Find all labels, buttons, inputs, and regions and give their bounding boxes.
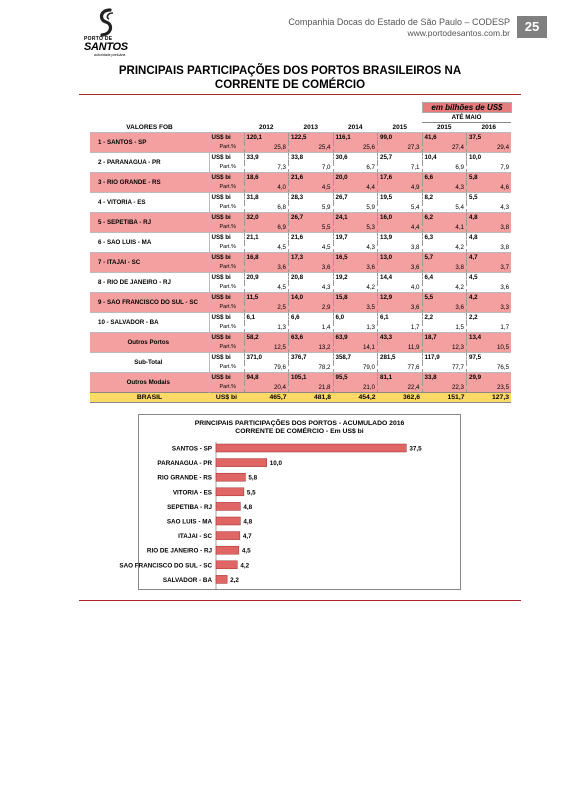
part-cell: 5,4 [422, 203, 467, 213]
port-name: Outros Modais [90, 373, 209, 393]
bar [216, 561, 237, 569]
port-name: 3 - RIO GRANDE - RS [90, 173, 209, 193]
value-cell: 18,7 [422, 333, 467, 343]
unit-label: US$ bi [209, 233, 244, 243]
part-cell: 79,0 [333, 363, 378, 373]
part-cell: 1,4 [289, 323, 334, 333]
part-cell: 1,5 [422, 323, 467, 333]
part-cell: 6,7 [333, 163, 378, 173]
value-cell: 14,0 [289, 293, 334, 303]
port-name: 10 - SALVADOR - BA [90, 313, 209, 333]
table-row [90, 153, 511, 163]
value-cell: 31,8 [244, 193, 289, 203]
part-cell: 29,4 [467, 143, 512, 153]
year-header: 2016 [481, 124, 496, 131]
value-cell: 99,0 [378, 133, 423, 143]
value-cell: 26,7 [289, 213, 334, 223]
value-cell: 6,3 [422, 233, 467, 243]
part-cell: 7,0 [289, 163, 334, 173]
website-link[interactable]: www.portodesantos.com.br [407, 28, 510, 38]
brasil-value: 454,2 [333, 393, 378, 403]
value-cell: 116,1 [333, 133, 378, 143]
logo-text-autoridade: autoridade portuária [94, 53, 126, 57]
part-cell: 3,8 [467, 243, 512, 253]
part-cell: 3,6 [378, 263, 423, 273]
table-row [90, 333, 511, 343]
category-label: SAO LUIS - MA [166, 518, 212, 526]
table-row [90, 213, 511, 223]
value-cell: 6,6 [422, 173, 467, 183]
chart-title-line-1: PRINCIPAIS PARTICIPAÇÕES DOS PORTOS - ACUMULADO 2016 [194, 420, 405, 427]
unit-label: US$ bi [209, 273, 244, 283]
port-name: Outros Portos [90, 333, 209, 353]
value-cell: 63,9 [333, 333, 378, 343]
value-cell: 29,9 [467, 373, 512, 383]
part-cell: 4,5 [244, 283, 289, 293]
brasil-value: 127,3 [467, 393, 512, 403]
value-cell: 2,2 [422, 313, 467, 323]
year-header: 2015 [392, 123, 407, 131]
part-cell: 3,8 [378, 243, 423, 253]
part-label: Part.% [209, 383, 244, 393]
part-cell: 1,7 [467, 323, 512, 333]
part-cell: 4,2 [422, 283, 467, 293]
brasil-value: 481,8 [289, 393, 334, 403]
table-row [90, 173, 511, 183]
part-cell: 4,3 [333, 243, 378, 253]
data-label: 4,7 [242, 533, 252, 541]
part-cell: 25,8 [244, 143, 289, 153]
unit-label: US$ bi [209, 133, 244, 143]
value-cell: 58,2 [244, 333, 289, 343]
ate-maio-label: ATÉ MAIO [422, 113, 511, 123]
table-row [90, 353, 511, 363]
value-cell: 63,6 [289, 333, 334, 343]
data-label: 4,2 [240, 562, 250, 570]
swirl-logo-icon [96, 8, 118, 38]
brasil-value: 362,6 [378, 393, 423, 403]
part-cell: 76,5 [467, 363, 512, 373]
table-row [90, 193, 511, 203]
value-cell: 25,7 [378, 153, 423, 163]
part-cell: 5,3 [333, 223, 378, 233]
bar [216, 488, 244, 496]
unit-label: US$ bi [209, 153, 244, 163]
value-cell: 6,2 [422, 213, 467, 223]
part-cell: 4,5 [289, 183, 334, 193]
value-cell: 6,1 [244, 313, 289, 323]
year-header: 2012 [259, 123, 274, 131]
part-cell: 1,3 [244, 323, 289, 333]
value-cell: 43,3 [378, 333, 423, 343]
part-cell: 10,5 [467, 343, 512, 353]
value-cell: 4,2 [467, 293, 512, 303]
category-label: VITORIA - ES [172, 489, 212, 497]
data-label: 4,8 [243, 503, 253, 511]
value-cell: 358,7 [333, 353, 378, 363]
unit-label: US$ bi [209, 213, 244, 223]
part-cell: 12,3 [422, 343, 467, 353]
page-number: 25 [517, 16, 547, 38]
value-cell: 13,0 [378, 253, 423, 263]
part-cell: 4,1 [422, 223, 467, 233]
part-label: Part.% [209, 303, 244, 313]
part-cell: 2,9 [289, 303, 334, 313]
part-cell: 21,0 [333, 383, 378, 393]
port-name: 8 - RIO DE JANEIRO - RJ [90, 273, 209, 293]
part-cell: 3,8 [467, 223, 512, 233]
part-cell: 5,9 [289, 203, 334, 213]
value-cell: 30,6 [333, 153, 378, 163]
page-title [90, 64, 490, 92]
port-name: 6 - SAO LUIS - MA [90, 233, 209, 253]
value-cell: 20,0 [333, 173, 378, 183]
port-name: 2 - PARANAGUA - PR [90, 153, 209, 173]
category-label: RIO GRANDE - RS [157, 474, 212, 482]
value-cell: 41,6 [422, 133, 467, 143]
part-label: Part.% [209, 263, 244, 273]
part-cell: 6,9 [244, 223, 289, 233]
value-cell: 21,6 [289, 233, 334, 243]
table-row [90, 133, 511, 143]
part-cell: 20,4 [244, 383, 289, 393]
brasil-value: 151,7 [422, 393, 467, 403]
value-cell: 33,8 [422, 373, 467, 383]
value-cell: 4,7 [467, 253, 512, 263]
part-cell: 7,3 [244, 163, 289, 173]
part-cell: 22,4 [378, 383, 423, 393]
brasil-total-row [90, 393, 511, 403]
part-cell: 4,2 [333, 283, 378, 293]
value-cell: 120,1 [244, 133, 289, 143]
value-cell: 105,1 [289, 373, 334, 383]
part-cell: 14,1 [333, 343, 378, 353]
part-cell: 5,4 [378, 203, 423, 213]
data-label: 5,8 [248, 474, 258, 482]
value-cell: 17,6 [378, 173, 423, 183]
title-line-2: CORRENTE DE COMÉRCIO [214, 79, 366, 91]
value-cell: 14,4 [378, 273, 423, 283]
value-cell: 33,9 [244, 153, 289, 163]
data-label: 4,8 [243, 518, 253, 526]
part-cell: 3,6 [333, 263, 378, 273]
value-cell: 21,1 [244, 233, 289, 243]
value-cell: 12,9 [378, 293, 423, 303]
part-cell: 4,0 [378, 283, 423, 293]
value-cell: 28,3 [289, 193, 334, 203]
part-label: Part.% [209, 363, 244, 373]
part-cell: 3,6 [289, 263, 334, 273]
ports-table [90, 102, 511, 403]
part-cell: 27,3 [378, 143, 423, 153]
value-cell: 33,8 [289, 153, 334, 163]
value-cell: 6,1 [378, 313, 423, 323]
value-cell: 11,5 [244, 293, 289, 303]
value-cell: 13,4 [467, 333, 512, 343]
unit-label: US$ bi [209, 373, 244, 383]
value-cell: 19,2 [333, 273, 378, 283]
part-cell: 1,7 [378, 323, 423, 333]
brasil-value: 465,7 [244, 393, 289, 403]
unit-label: US$ bi [209, 333, 244, 343]
part-label: Part.% [209, 223, 244, 233]
value-cell: 17,3 [289, 253, 334, 263]
units-label: em bilhões de US$ [422, 103, 511, 113]
value-cell: 117,9 [422, 353, 467, 363]
part-cell: 7,1 [378, 163, 423, 173]
unit-label: US$ bi [209, 293, 244, 303]
port-name: 4 - VITORIA - ES [90, 193, 209, 213]
value-cell: 6,4 [422, 273, 467, 283]
category-label: SALVADOR - BA [162, 576, 212, 584]
value-cell: 20,8 [289, 273, 334, 283]
value-cell: 4,8 [467, 213, 512, 223]
part-cell: 4,6 [467, 183, 512, 193]
title-line-1: PRINCIPAIS PARTICIPAÇÕES DOS PORTOS BRASILEIROS NA [118, 65, 462, 77]
value-cell: 19,7 [333, 233, 378, 243]
value-cell: 122,5 [289, 133, 334, 143]
table-row [90, 313, 511, 323]
value-cell: 4,8 [467, 233, 512, 243]
ports-bar-chart [119, 414, 461, 590]
value-cell: 20,9 [244, 273, 289, 283]
value-cell: 37,5 [467, 133, 512, 143]
unit-label: US$ bi [209, 253, 244, 263]
part-label: Part.% [209, 343, 244, 353]
part-cell: 4,9 [378, 183, 423, 193]
category-label: ITAJAI - SC [178, 533, 212, 541]
value-cell: 281,5 [378, 353, 423, 363]
value-cell: 5,8 [467, 173, 512, 183]
value-cell: 16,8 [244, 253, 289, 263]
value-cell: 94,8 [244, 373, 289, 383]
part-cell: 13,2 [289, 343, 334, 353]
part-cell: 3,6 [467, 283, 512, 293]
value-cell: 16,0 [378, 213, 423, 223]
part-cell: 4,3 [422, 183, 467, 193]
bar [216, 459, 267, 467]
category-label: RIO DE JANEIRO - RJ [146, 547, 212, 555]
part-label: Part.% [209, 143, 244, 153]
part-cell: 21,8 [289, 383, 334, 393]
bar [216, 532, 240, 540]
part-cell: 22,3 [422, 383, 467, 393]
value-cell: 24,1 [333, 213, 378, 223]
part-cell: 12,5 [244, 343, 289, 353]
value-cell: 10,4 [422, 153, 467, 163]
part-cell: 4,2 [422, 243, 467, 253]
data-label: 4,5 [241, 547, 251, 555]
value-cell: 10,0 [467, 153, 512, 163]
part-cell: 5,9 [333, 203, 378, 213]
part-cell: 4,3 [467, 203, 512, 213]
chart-subtitle: CORRENTE DE COMÉRCIO - Em US$ bi [235, 428, 364, 435]
value-cell: 15,8 [333, 293, 378, 303]
category-label: SANTOS - SP [171, 445, 212, 453]
port-name: 7 - ITAJAI - SC [90, 253, 209, 273]
part-cell: 23,5 [467, 383, 512, 393]
bar [216, 575, 227, 583]
part-cell: 3,6 [422, 303, 467, 313]
part-cell: 5,5 [289, 223, 334, 233]
part-cell: 4,5 [289, 243, 334, 253]
value-cell: 19,5 [378, 193, 423, 203]
port-name: 5 - SEPETIBA - RJ [90, 213, 209, 233]
value-cell: 13,9 [378, 233, 423, 243]
value-cell: 2,2 [467, 313, 512, 323]
value-cell: 5,5 [422, 293, 467, 303]
part-label: Part.% [209, 163, 244, 173]
part-cell: 3,6 [378, 303, 423, 313]
value-cell: 32,0 [244, 213, 289, 223]
part-cell: 3,8 [422, 263, 467, 273]
part-cell: 77,7 [422, 363, 467, 373]
part-label: Part.% [209, 283, 244, 293]
part-label: Part.% [209, 203, 244, 213]
part-cell: 4,0 [244, 183, 289, 193]
part-cell: 78,2 [289, 363, 334, 373]
value-cell: 5,5 [467, 193, 512, 203]
brasil-unit: US$ bi [209, 393, 244, 403]
part-cell: 6,9 [422, 163, 467, 173]
bar [216, 444, 406, 452]
part-cell: 2,5 [244, 303, 289, 313]
value-cell: 4,5 [467, 273, 512, 283]
bar [216, 502, 240, 510]
table-row [90, 253, 511, 263]
value-cell: 6,0 [333, 313, 378, 323]
part-cell: 4,4 [378, 223, 423, 233]
value-cell: 81,1 [378, 373, 423, 383]
part-label: Part.% [209, 243, 244, 253]
year-header: 2014 [348, 123, 363, 131]
porto-de-santos-logo [84, 8, 134, 57]
unit-label: US$ bi [209, 193, 244, 203]
value-cell: 5,7 [422, 253, 467, 263]
value-cell: 16,5 [333, 253, 378, 263]
part-cell: 4,5 [244, 243, 289, 253]
value-cell: 97,5 [467, 353, 512, 363]
table-row [90, 373, 511, 383]
logo-text-porto-de: PORTO DE [84, 36, 113, 42]
category-label: SAO FRANCISCO DO SUL - SC [119, 562, 212, 570]
value-cell: 26,7 [333, 193, 378, 203]
part-cell: 7,9 [467, 163, 512, 173]
part-label: Part.% [209, 323, 244, 333]
bar [216, 517, 240, 525]
port-name: Sub-Total [90, 353, 209, 373]
part-cell: 3,7 [467, 263, 512, 273]
data-label: 37,5 [409, 445, 422, 453]
category-label: PARANAGUA - PR [157, 460, 212, 468]
bar [216, 473, 245, 481]
valores-fob-header: VALORES FOB [126, 123, 173, 131]
part-cell: 25,6 [333, 143, 378, 153]
part-cell: 25,4 [289, 143, 334, 153]
part-cell: 4,4 [333, 183, 378, 193]
unit-label: US$ bi [209, 313, 244, 323]
value-cell: 8,2 [422, 193, 467, 203]
value-cell: 21,6 [289, 173, 334, 183]
title-divider [79, 94, 521, 95]
part-cell: 27,4 [422, 143, 467, 153]
unit-label: US$ bi [209, 353, 244, 363]
brasil-label: BRASIL [90, 393, 209, 403]
part-cell: 3,5 [333, 303, 378, 313]
year-header: 2013 [303, 123, 318, 131]
data-label: 2,2 [230, 576, 239, 584]
year-header: 2015 [437, 124, 452, 131]
part-label: Part.% [209, 183, 244, 193]
table-row [90, 273, 511, 283]
bar [216, 546, 239, 554]
chart-canvas [119, 415, 462, 591]
part-cell: 4,3 [289, 283, 334, 293]
value-cell: 95,5 [333, 373, 378, 383]
data-label: 10,0 [269, 460, 283, 468]
value-cell: 18,6 [244, 173, 289, 183]
part-cell: 3,6 [244, 263, 289, 273]
category-label: SEPETIBA - RJ [167, 503, 212, 511]
part-cell: 3,3 [467, 303, 512, 313]
unit-label: US$ bi [209, 173, 244, 183]
port-name: 1 - SANTOS - SP [90, 133, 209, 153]
part-cell: 6,8 [244, 203, 289, 213]
part-cell: 77,6 [378, 363, 423, 373]
bottom-divider [79, 600, 521, 601]
value-cell: 6,6 [289, 313, 334, 323]
data-label: 5,5 [246, 489, 256, 497]
logo-text-santos: SANTOS [84, 41, 128, 53]
port-name: 9 - SAO FRANCISCO DO SUL - SC [90, 293, 209, 313]
company-name: Companhia Docas do Estado de São Paulo – CODESP [288, 17, 510, 27]
part-cell: 79,6 [244, 363, 289, 373]
value-cell: 371,0 [244, 353, 289, 363]
value-cell: 376,7 [289, 353, 334, 363]
table-row [90, 233, 511, 243]
part-cell: 1,3 [333, 323, 378, 333]
table-row [90, 293, 511, 303]
part-cell: 11,9 [378, 343, 423, 353]
